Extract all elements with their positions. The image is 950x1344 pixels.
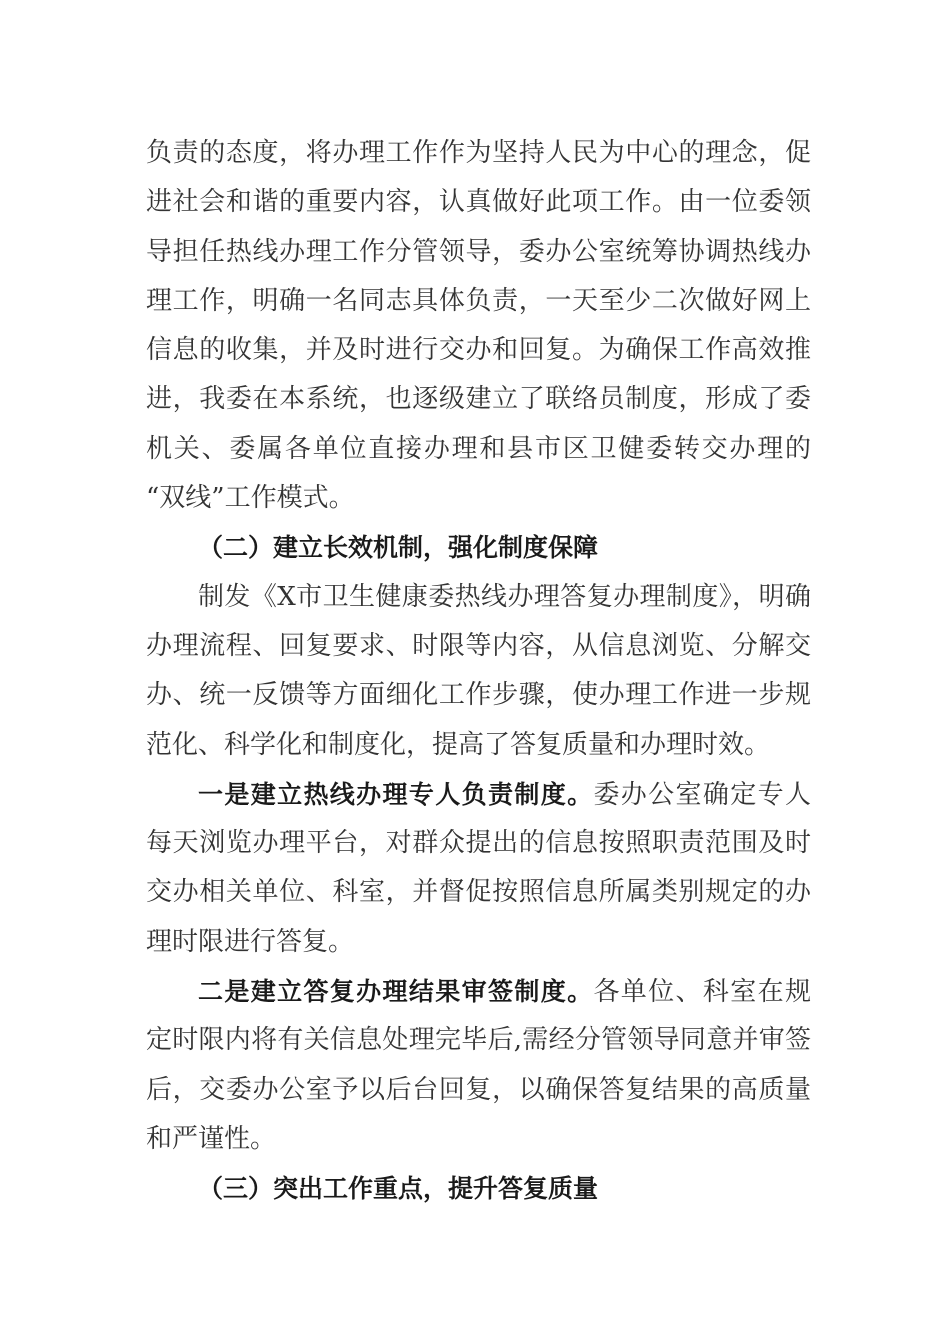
paragraph-2 (146, 573, 811, 770)
document-body (146, 129, 811, 1214)
item-1-first-rest: 委办公室确定专人 (593, 779, 811, 810)
text-line: 信息的收集，并及时进行交办和回复。为确保工作高效推 (146, 335, 811, 366)
text-line: 交办相关单位、科室，并督促按照信息所属类别规定的办 (146, 877, 811, 908)
text-line: 范化、科学化和制度化，提高了答复质量和办理时效。 (146, 729, 771, 760)
text-line: 定时限内将有关信息处理完毕后,需经分管领导同意并审签 (146, 1025, 811, 1056)
text-line: 负责的态度，将办理工作作为坚持人民为中心的理念，促 (146, 138, 811, 168)
text-line: 机关、委属各单位直接办理和县市区卫健委转交办理的 (146, 433, 811, 464)
item-2-lead: 二是建立答复办理结果审签制度。 (198, 977, 594, 1007)
text-line: 办、统一反馈等方面细化工作步骤，使办理工作进一步规 (146, 680, 811, 711)
text-line: 进社会和谐的重要内容，认真做好此项工作。由一位委领 (146, 187, 811, 218)
text-line: 每天浏览办理平台，对群众提出的信息按照职责范围及时 (146, 828, 811, 859)
item-1-lead: 一是建立热线办理专人负责制度。 (198, 779, 594, 809)
text-line: 导担任热线办理工作分管领导，委办公室统筹协调热线办 (146, 236, 811, 267)
item-2-paragraph (146, 967, 811, 1164)
section-heading-2: （二）建立长效机制，强化制度保障 (198, 533, 599, 563)
text-line: 理时限进行答复。 (146, 926, 355, 957)
text-line: 进，我委在本系统，也逐级建立了联络员制度，形成了委 (146, 384, 811, 415)
text-line: 制发《X市卫生健康委热线办理答复办理制度》，明确 (198, 581, 811, 612)
text-line: 后，交委办公室予以后台回复，以确保答复结果的高质量 (146, 1074, 811, 1105)
text-line: “双线”工作模式。 (146, 483, 355, 514)
item-2-first-rest: 各单位、科室在规 (593, 977, 811, 1008)
text-line (146, 770, 811, 819)
text-line (146, 967, 811, 1016)
text-line: 理工作，明确一名同志具体负责，一天至少二次做好网上 (146, 285, 811, 316)
text-line: 和严谨性。 (146, 1123, 277, 1154)
item-1-paragraph (146, 770, 811, 967)
paragraph-1 (146, 129, 811, 523)
section-heading-3: （三）突出工作重点，提升答复质量 (198, 1174, 599, 1204)
text-line: 办理流程、回复要求、时限等内容，从信息浏览、分解交 (146, 630, 811, 661)
